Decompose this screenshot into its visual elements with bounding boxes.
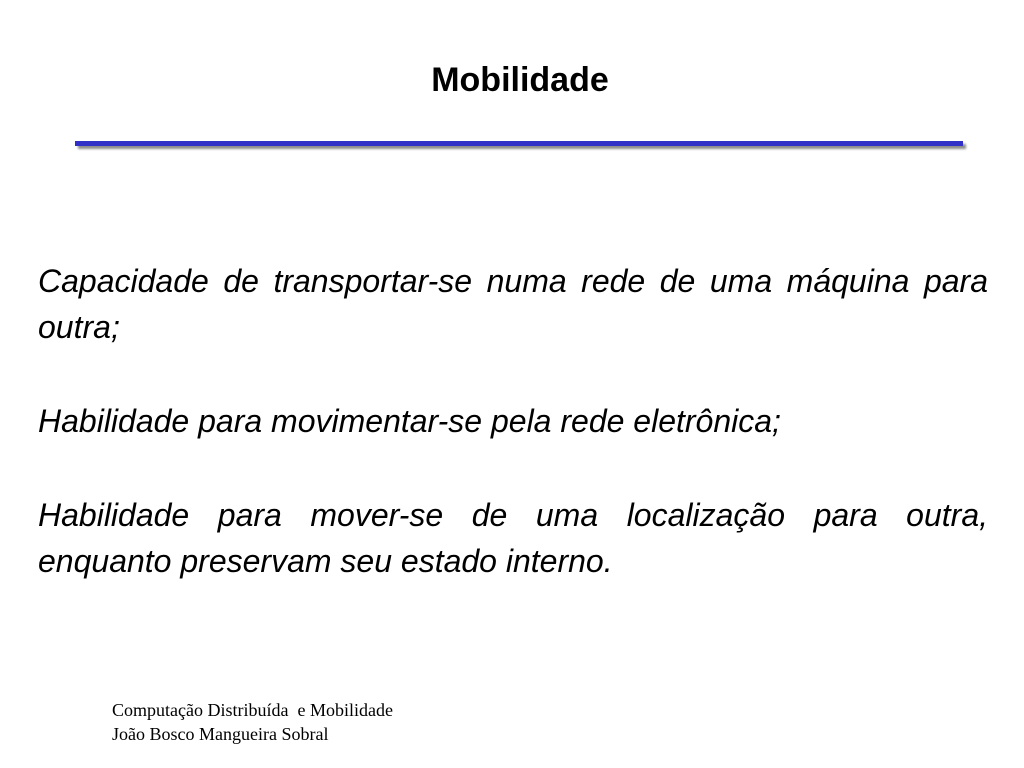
- slide-footer: [112, 698, 393, 746]
- slide-body: [38, 258, 988, 584]
- slide-title: Mobilidade: [431, 61, 609, 99]
- footer-course-name: Computação Distribuída e Mobilidade: [112, 700, 393, 720]
- title-underline-rule: [75, 141, 963, 146]
- footer-author-name: João Bosco Mangueira Sobral: [112, 724, 329, 744]
- paragraph-network-movement: Habilidade para movimentar-se pela rede eletrônica;: [38, 403, 781, 439]
- paragraph-capacity: Capacidade de transportar-se numa rede de uma máquina para outra;: [38, 263, 988, 345]
- paragraph-location-change: Habilidade para mover-se de uma localização para outra, enquanto preservam seu estado interno.: [38, 497, 988, 579]
